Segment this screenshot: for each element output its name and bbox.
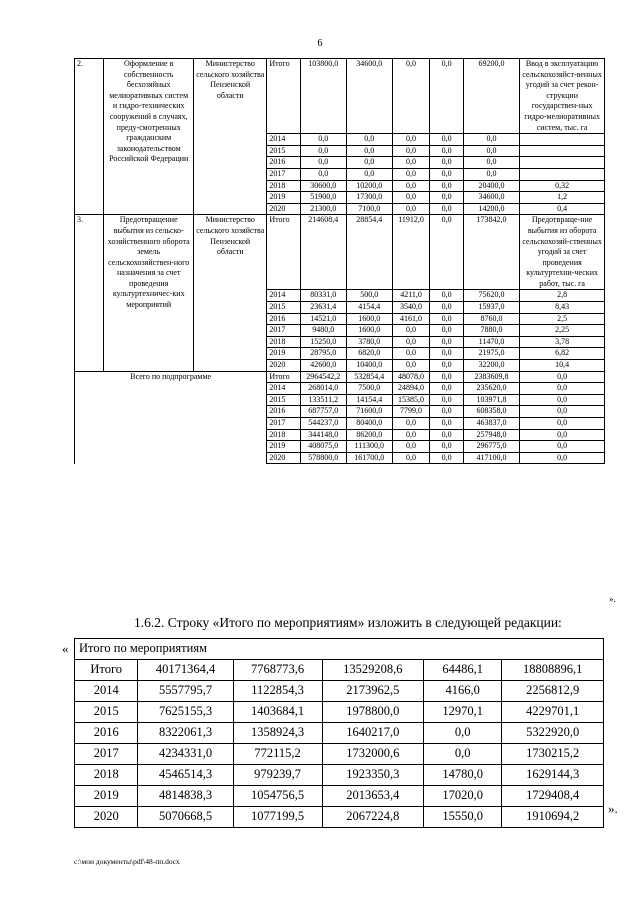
cell-regional: 0,0 [392, 134, 430, 146]
cell-other: 69200,0 [463, 59, 519, 134]
totals-cell-total: 4814838,3 [138, 786, 233, 807]
totals-title-row [75, 639, 604, 660]
cell-period: 2015 [267, 394, 300, 406]
cell-other: 75620,0 [463, 290, 519, 302]
row-number: 3. [75, 215, 104, 371]
totals-cell-period: 2014 [75, 681, 138, 702]
totals-cell-local: 0,0 [424, 744, 502, 765]
totals-cell-period: 2016 [75, 723, 138, 744]
cell-federal: 28854,4 [346, 215, 392, 290]
cell-federal: 3780,0 [346, 336, 392, 348]
cell-local: 0,0 [430, 394, 463, 406]
cell-indicator: 2,8 [520, 290, 605, 302]
totals-row [75, 723, 604, 744]
cell-local: 0,0 [430, 203, 463, 215]
closing-quote-mark: ». [609, 594, 616, 604]
cell-other: 14200,0 [463, 203, 519, 215]
totals-cell-period: 2017 [75, 744, 138, 765]
cell-local: 0,0 [430, 180, 463, 192]
end-quote-mark: ». [608, 801, 618, 816]
cell-other: 0,0 [463, 157, 519, 169]
cell-total: 344148,0 [300, 429, 346, 441]
cell-local: 0,0 [430, 418, 463, 430]
totals-cell-regional: 1978800,0 [322, 702, 424, 723]
cell-local: 0,0 [430, 383, 463, 395]
totals-cell-period: Итого [75, 660, 138, 681]
cell-indicator: 0,32 [520, 180, 605, 192]
cell-other: 7880,0 [463, 325, 519, 337]
totals-cell-other: 1729408,4 [502, 786, 604, 807]
cell-other: 32200,0 [463, 360, 519, 372]
totals-cell-local: 14780,0 [424, 765, 502, 786]
cell-regional: 0,0 [392, 429, 430, 441]
subtotal-label: Всего по подпрограмме [75, 371, 267, 464]
cell-local: 0,0 [430, 348, 463, 360]
totals-cell-period: 2015 [75, 702, 138, 723]
cell-other: 235620,0 [463, 383, 519, 395]
cell-indicator: 6,82 [520, 348, 605, 360]
cell-regional: 0,0 [392, 180, 430, 192]
cell-other: 257948,0 [463, 429, 519, 441]
cell-period: 2019 [267, 348, 300, 360]
cell-total: 0,0 [300, 157, 346, 169]
cell-period: 2014 [267, 134, 300, 146]
cell-federal: 0,0 [346, 168, 392, 180]
totals-cell-total: 7625155,3 [138, 702, 233, 723]
totals-row [75, 765, 604, 786]
cell-federal: 500,0 [346, 290, 392, 302]
cell-federal: 7100,0 [346, 203, 392, 215]
cell-other: 0,0 [463, 134, 519, 146]
cell-local: 0,0 [430, 157, 463, 169]
totals-cell-other: 18808896,1 [502, 660, 604, 681]
totals-cell-regional: 1732000,6 [322, 744, 424, 765]
page-number: 6 [317, 38, 323, 49]
cell-federal: 6820,0 [346, 348, 392, 360]
cell-indicator: 2,5 [520, 313, 605, 325]
cell-local: 0,0 [430, 145, 463, 157]
cell-total: 687757,0 [300, 406, 346, 418]
cell-local: 0,0 [430, 302, 463, 314]
cell-indicator: 2,25 [520, 325, 605, 337]
cell-total: 103800,0 [300, 59, 346, 134]
cell-regional: 4211,0 [392, 290, 430, 302]
cell-total: 9480,0 [300, 325, 346, 337]
cell-period: 2016 [267, 406, 300, 418]
cell-federal: 71600,0 [346, 406, 392, 418]
cell-federal: 10200,0 [346, 180, 392, 192]
totals-cell-federal: 1403684,1 [233, 702, 322, 723]
totals-cell-local: 17020,0 [424, 786, 502, 807]
totals-cell-other: 5322920,0 [502, 723, 604, 744]
cell-indicator: 0,0 [520, 406, 605, 418]
totals-cell-regional: 2067224,8 [322, 807, 424, 828]
cell-regional: 24894,0 [392, 383, 430, 395]
cell-total: 0,0 [300, 168, 346, 180]
cell-total: 578800,0 [300, 452, 346, 464]
totals-cell-period: 2019 [75, 786, 138, 807]
totals-table [74, 638, 604, 828]
cell-indicator: 10,4 [520, 360, 605, 372]
cell-local: 0,0 [430, 429, 463, 441]
totals-cell-period: 2020 [75, 807, 138, 828]
totals-cell-federal: 1077199,5 [233, 807, 322, 828]
totals-cell-federal: 772115,2 [233, 744, 322, 765]
cell-total: 15250,0 [300, 336, 346, 348]
cell-period: 2018 [267, 429, 300, 441]
cell-period: 2017 [267, 418, 300, 430]
cell-indicator: Предотвраще-ние выбытия из оборота сельскохозяй-ственных угодий за счет проведения культуртехни-ческих работ, тыс. га [520, 215, 605, 290]
activity-name: Оформление в собственность бесхозяйных мелиоративных систем и гидро-технических сооружений в случаях, преду-смотренных гражданским законодательством Российской Федерации [104, 59, 194, 215]
cell-indicator [520, 134, 605, 146]
cell-local: 0,0 [430, 59, 463, 134]
cell-period: 2020 [267, 452, 300, 464]
cell-total: 0,0 [300, 134, 346, 146]
cell-regional: 0,0 [392, 168, 430, 180]
cell-other: 0,0 [463, 168, 519, 180]
cell-other: 463837,0 [463, 418, 519, 430]
totals-cell-federal: 1054756,5 [233, 786, 322, 807]
totals-cell-local: 64486,1 [424, 660, 502, 681]
table-row [75, 59, 605, 134]
cell-indicator: 0,0 [520, 383, 605, 395]
cell-regional: 0,0 [392, 360, 430, 372]
cell-regional: 7799,0 [392, 406, 430, 418]
footer-file-path: c:\мои документы\pdf\48-пп.docx [74, 857, 180, 866]
cell-local: 0,0 [430, 290, 463, 302]
cell-local: 0,0 [430, 360, 463, 372]
cell-regional: 0,0 [392, 145, 430, 157]
cell-local: 0,0 [430, 215, 463, 290]
cell-federal: 4154,4 [346, 302, 392, 314]
cell-total: 23631,4 [300, 302, 346, 314]
cell-local: 0,0 [430, 441, 463, 453]
cell-other: 417100,0 [463, 452, 519, 464]
executor: Министерство сельского хозяйства Пензенской области [194, 59, 267, 215]
cell-indicator: 1,2 [520, 192, 605, 204]
opening-quote-mark: « [62, 641, 69, 656]
cell-total: 214608,4 [300, 215, 346, 290]
totals-cell-local: 4166,0 [424, 681, 502, 702]
instruction-text: 1.6.2. Строку «Итого по мероприятиям» изложить в следующей редакции: [134, 615, 562, 630]
totals-cell-total: 5557795,7 [138, 681, 233, 702]
cell-period: 2020 [267, 203, 300, 215]
cell-period: 2017 [267, 168, 300, 180]
cell-regional: 0,0 [392, 441, 430, 453]
cell-other: 8760,0 [463, 313, 519, 325]
cell-period: 2017 [267, 325, 300, 337]
totals-cell-other: 2256812,9 [502, 681, 604, 702]
totals-cell-total: 8322061,3 [138, 723, 233, 744]
totals-cell-regional: 1640217,0 [322, 723, 424, 744]
cell-indicator: Ввод в эксплуатацию сельскохозяйст-венных угодий за счет рекон-струкции государствен-ных гидро-мелиоративных систем, тыс. га [520, 59, 605, 134]
cell-indicator [520, 168, 605, 180]
totals-cell-total: 40171364,4 [138, 660, 233, 681]
cell-federal: 0,0 [346, 145, 392, 157]
cell-regional: 0,0 [392, 203, 430, 215]
cell-total: 133511,2 [300, 394, 346, 406]
cell-other: 296775,0 [463, 441, 519, 453]
cell-regional: 0,0 [392, 418, 430, 430]
cell-total: 0,0 [300, 145, 346, 157]
cell-indicator: 0,0 [520, 452, 605, 464]
totals-row [75, 702, 604, 723]
totals-title: Итого по мероприятиям [75, 639, 604, 660]
totals-cell-other: 1910694,2 [502, 807, 604, 828]
cell-local: 0,0 [430, 134, 463, 146]
cell-federal: 10400,0 [346, 360, 392, 372]
totals-row [75, 807, 604, 828]
totals-cell-federal: 7768773,6 [233, 660, 322, 681]
cell-indicator: 8,43 [520, 302, 605, 314]
cell-local: 0,0 [430, 452, 463, 464]
cell-regional: 48078,0 [392, 371, 430, 383]
cell-total: 544237,0 [300, 418, 346, 430]
cell-period: 2015 [267, 145, 300, 157]
cell-federal: 111300,0 [346, 441, 392, 453]
cell-period: 2018 [267, 180, 300, 192]
cell-other: 11470,0 [463, 336, 519, 348]
cell-total: 42600,0 [300, 360, 346, 372]
cell-period: 2014 [267, 383, 300, 395]
cell-total: 21300,0 [300, 203, 346, 215]
cell-indicator: 3,78 [520, 336, 605, 348]
cell-federal: 34600,0 [346, 59, 392, 134]
totals-cell-period: 2018 [75, 765, 138, 786]
cell-local: 0,0 [430, 336, 463, 348]
totals-cell-total: 4546514,3 [138, 765, 233, 786]
cell-period: 2019 [267, 192, 300, 204]
cell-federal: 86200,0 [346, 429, 392, 441]
totals-cell-total: 5070668,5 [138, 807, 233, 828]
cell-regional: 0,0 [392, 336, 430, 348]
totals-cell-federal: 979239,7 [233, 765, 322, 786]
cell-federal: 161700,0 [346, 452, 392, 464]
cell-regional: 3540,0 [392, 302, 430, 314]
cell-other: 15937,0 [463, 302, 519, 314]
cell-other: 21975,0 [463, 348, 519, 360]
cell-indicator: 0,0 [520, 429, 605, 441]
cell-federal: 0,0 [346, 157, 392, 169]
cell-other: 103971,8 [463, 394, 519, 406]
totals-cell-local: 0,0 [424, 723, 502, 744]
cell-indicator [520, 157, 605, 169]
cell-federal: 1600,0 [346, 325, 392, 337]
cell-regional: 0,0 [392, 348, 430, 360]
cell-other: 20400,0 [463, 180, 519, 192]
totals-row [75, 744, 604, 765]
totals-cell-regional: 1923350,3 [322, 765, 424, 786]
cell-period: 2016 [267, 313, 300, 325]
cell-regional: 0,0 [392, 59, 430, 134]
totals-cell-other: 4229701,1 [502, 702, 604, 723]
cell-local: 0,0 [430, 406, 463, 418]
cell-indicator [520, 145, 605, 157]
cell-total: 408075,0 [300, 441, 346, 453]
cell-period: 2014 [267, 290, 300, 302]
executor: Министерство сельского хозяйства Пензенской области [194, 215, 267, 371]
cell-other: 0,0 [463, 145, 519, 157]
cell-total: 14521,0 [300, 313, 346, 325]
cell-period: 2018 [267, 336, 300, 348]
cell-other: 2383609,8 [463, 371, 519, 383]
cell-local: 0,0 [430, 313, 463, 325]
totals-cell-local: 12970,1 [424, 702, 502, 723]
totals-cell-other: 1730215,2 [502, 744, 604, 765]
totals-cell-federal: 1122854,3 [233, 681, 322, 702]
activity-name: Предотвращение выбытия из сельско-хозяйственного оборота земель сельскохозяйствен-ного назначения за счет проведения культуртехничес-ких мероприятий [104, 215, 194, 371]
totals-row [75, 660, 604, 681]
totals-cell-other: 1629144,3 [502, 765, 604, 786]
cell-federal: 532854,4 [346, 371, 392, 383]
cell-federal: 7500,0 [346, 383, 392, 395]
totals-cell-federal: 1358924,3 [233, 723, 322, 744]
cell-local: 0,0 [430, 371, 463, 383]
totals-row [75, 786, 604, 807]
cell-total: 80331,0 [300, 290, 346, 302]
cell-period: Итого [267, 215, 300, 290]
table-row [75, 371, 605, 383]
table-row [75, 215, 605, 290]
cell-other: 173842,0 [463, 215, 519, 290]
cell-indicator: 0,0 [520, 441, 605, 453]
cell-indicator: 0,4 [520, 203, 605, 215]
cell-federal: 80400,0 [346, 418, 392, 430]
cell-period: 2020 [267, 360, 300, 372]
cell-local: 0,0 [430, 325, 463, 337]
cell-other: 34600,0 [463, 192, 519, 204]
totals-row [75, 681, 604, 702]
cell-other: 608358,0 [463, 406, 519, 418]
totals-cell-local: 15550,0 [424, 807, 502, 828]
totals-cell-regional: 2013653,4 [322, 786, 424, 807]
cell-indicator: 0,0 [520, 371, 605, 383]
cell-regional: 0,0 [392, 192, 430, 204]
cell-total: 268014,0 [300, 383, 346, 395]
program-table [74, 58, 605, 464]
cell-period: 2015 [267, 302, 300, 314]
cell-local: 0,0 [430, 168, 463, 180]
cell-period: Итого [267, 371, 300, 383]
cell-period: 2019 [267, 441, 300, 453]
cell-total: 51900,0 [300, 192, 346, 204]
cell-regional: 4161,0 [392, 313, 430, 325]
cell-federal: 1600,0 [346, 313, 392, 325]
cell-federal: 17300,0 [346, 192, 392, 204]
row-number: 2. [75, 59, 104, 215]
cell-regional: 0,0 [392, 157, 430, 169]
cell-indicator: 0,0 [520, 394, 605, 406]
cell-regional: 11912,0 [392, 215, 430, 290]
cell-local: 0,0 [430, 192, 463, 204]
cell-federal: 0,0 [346, 134, 392, 146]
totals-cell-regional: 2173962,5 [322, 681, 424, 702]
cell-regional: 15385,0 [392, 394, 430, 406]
totals-cell-total: 4234331,0 [138, 744, 233, 765]
cell-period: Итого [267, 59, 300, 134]
cell-total: 30600,0 [300, 180, 346, 192]
cell-regional: 0,0 [392, 325, 430, 337]
cell-period: 2016 [267, 157, 300, 169]
cell-federal: 14154,4 [346, 394, 392, 406]
cell-total: 2964542,2 [300, 371, 346, 383]
totals-cell-regional: 13529208,6 [322, 660, 424, 681]
cell-total: 28795,0 [300, 348, 346, 360]
cell-regional: 0,0 [392, 452, 430, 464]
cell-indicator: 0,0 [520, 418, 605, 430]
